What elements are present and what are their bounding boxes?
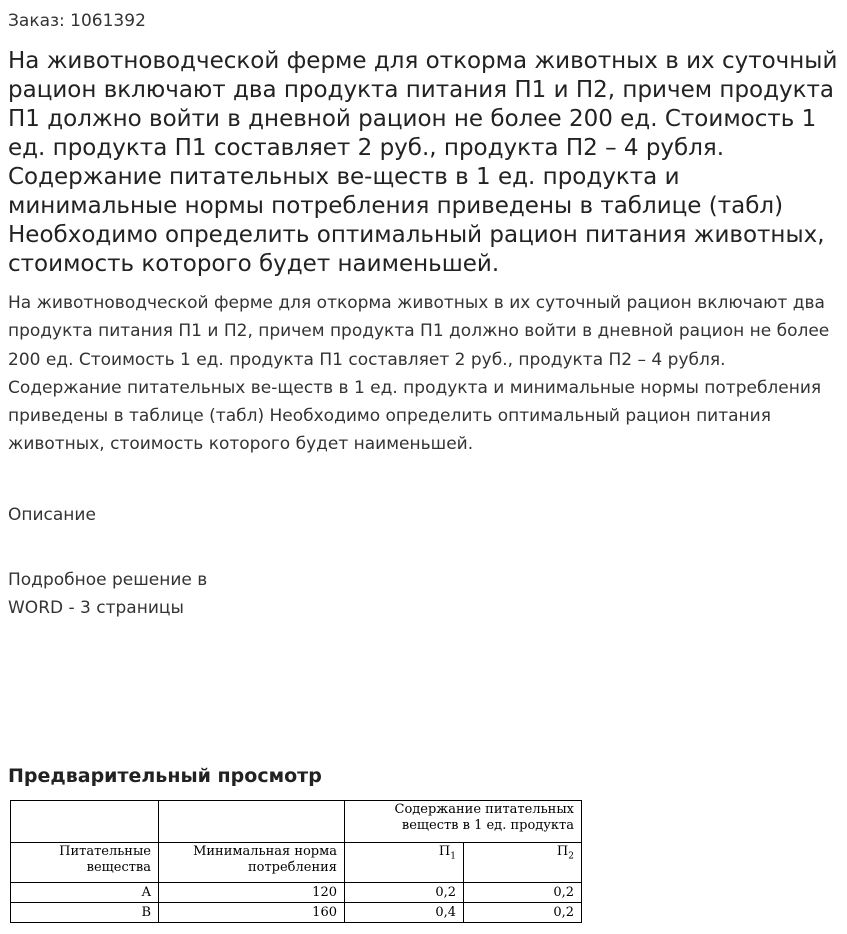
- order-number: Заказ: 1061392: [8, 11, 146, 31]
- p2-header-label: П: [556, 844, 569, 859]
- table-row: [11, 903, 582, 923]
- preview-heading: Предварительный просмотр: [8, 765, 322, 787]
- table-cell: [159, 801, 345, 843]
- table-row: [11, 883, 582, 903]
- p2-cell: 0,2: [464, 903, 582, 923]
- nutrient-cell: B: [11, 903, 159, 923]
- p2-header-sub: 2: [568, 851, 574, 862]
- p2-cell: 0,2: [464, 883, 582, 903]
- nutrient-cell: A: [11, 883, 159, 903]
- p2-header: [464, 843, 582, 883]
- description-label: Описание: [8, 505, 96, 525]
- task-description: На животноводческой ферме для откорма животных в их суточный рацион включают два продукта питания П1 и П2, причем продукта П1 должно войти в дневной рацион не более 200 ед. Стоимость 1 ед. продукта П1 составляет 2 руб., продукта П2 – 4 рубля. Содержание питательных ве-ществ в 1 ед. продукта и минимальные нормы потребления приведены в таблице (табл) Необходимо определить оптимальный рацион питания животных, стоимость которого будет наименьшей.: [8, 293, 830, 455]
- p1-cell: 0,2: [345, 883, 464, 903]
- norm-header: Минимальная норма потребления: [159, 843, 345, 883]
- header-group-cell: Содержание питательных веществ в 1 ед. продукта: [345, 801, 582, 843]
- table-cell: [11, 801, 159, 843]
- p1-header-sub: 1: [450, 851, 456, 862]
- table-header-row: [11, 843, 582, 883]
- nutrient-header: Питательные вещества: [11, 843, 159, 883]
- task-title: На животноводческой ферме для откорма животных в их суточный рацион включают два продукта питания П1 и П2, причем продукта П1 должно войти в дневной рацион не более 200 ед. Стоимость 1 ед. продукта П1 составляет 2 руб., продукта П2 – 4 рубля. Содержание питательных ве-ществ в 1 ед. продукта и минимальные нормы потребления приведены в таблице (табл) Необходимо определить оптимальный рацион питания животных, стоимость которого будет наименьшей.: [8, 48, 838, 277]
- p1-header: [345, 843, 464, 883]
- solution-details: [8, 566, 207, 622]
- table-header-row: [11, 801, 582, 843]
- norm-cell: 120: [159, 883, 345, 903]
- detail-line: Подробное решение в: [8, 570, 208, 590]
- p1-cell: 0,4: [345, 903, 464, 923]
- detail-line: WORD - 3 страницы: [8, 598, 184, 618]
- p1-header-label: П: [438, 844, 451, 859]
- preview-table: [10, 800, 582, 923]
- norm-cell: 160: [159, 903, 345, 923]
